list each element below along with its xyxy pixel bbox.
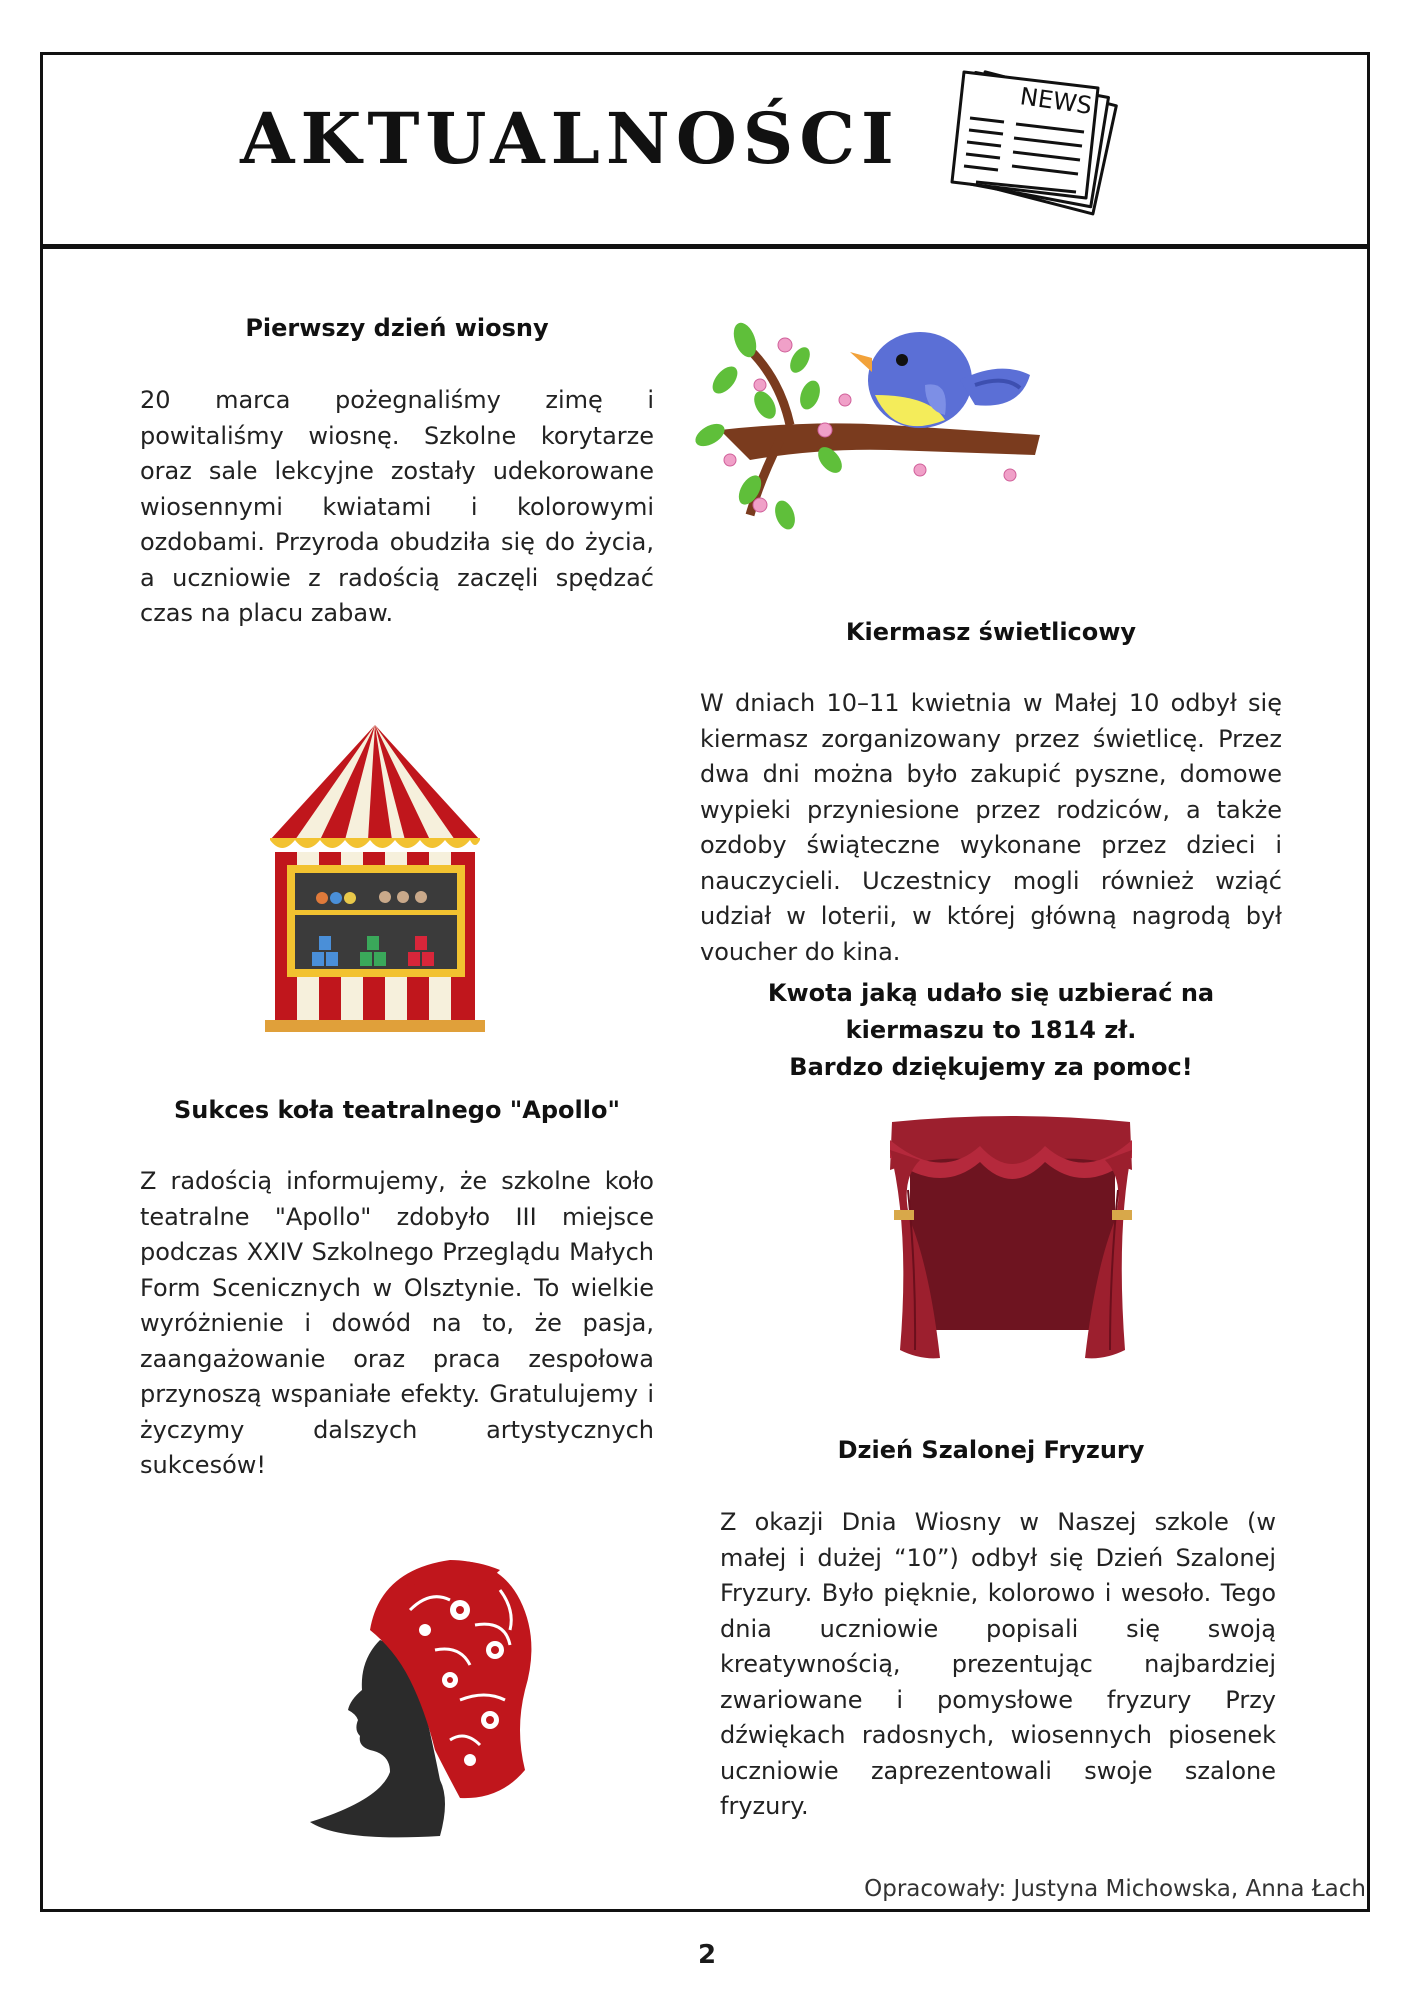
fair-highlight-line-1: Kwota jaką udało się uzbierać na [767, 979, 1215, 1007]
bird-on-branch-illustration [690, 300, 1060, 540]
fair-booth-illustration [260, 720, 490, 1040]
theatre-curtain-illustration [880, 1110, 1145, 1370]
fair-highlight-line-3: Bardzo dziękujemy za pomoc! [789, 1053, 1193, 1081]
spring-article-body: 20 marca pożegnaliśmy zimę i powitaliśmy wiosnę. Szkolne korytarze oraz sale lekcyjne zostały udekorowane wiosennymi kwiatami i kolorowymi ozdobami. Przyroda obudziła się do życia, a uczniowie z radością zaczęli spędzać czas na placu zabaw. [140, 386, 654, 627]
fair-highlight-line-2: kiermaszu to 1814 zł. [845, 1016, 1137, 1044]
hair-article-title: Dzień Szalonej Fryzury [837, 1436, 1145, 1464]
news-icon-label: NEWS [1018, 82, 1094, 120]
page-number: 2 [697, 1940, 717, 1970]
spring-article-title: Pierwszy dzień wiosny [245, 314, 549, 342]
theatre-article-title: Sukces koła teatralnego "Apollo" [174, 1096, 620, 1124]
credits-footer: Opracowały: Justyna Michowska, Anna Łach [864, 1876, 1366, 1902]
newspaper-icon [920, 58, 1140, 234]
header-divider [40, 244, 1370, 249]
page-title: AKTUALNOŚCI [240, 97, 900, 180]
hair-article-body: Z okazji Dnia Wiosny w Naszej szkole (w małej i dużej “10”) odbył się Dzień Szalonej Fryzury. Było pięknie, kolorowo i wesoło. Tego dnia uczniowie popisali się swoją kreatywnością, prezentując najbardziej zwariowane i pomysłowe fryzury Przy dźwiękach radosnych, wiosennych piosenek uczniowie zaprezentowali swoje szalone fryzury. [720, 1508, 1276, 1820]
fair-article-body: W dniach 10–11 kwietnia w Małej 10 odbył się kiermasz zorganizowany przez świetlicę. Przez dwa dni można było zakupić pyszne, domowe wypieki przyniesione przez rodziców, a także ozdoby świąteczne wykonane przez dzieci i nauczycieli. Uczestnicy mogli również wziąć udział w loterii, w której główną nagrodą był voucher do kina. [700, 689, 1282, 966]
theatre-article-body: Z radością informujemy, że szkolne koło teatralne "Apollo" zdobyło III miejsce podczas XXIV Szkolnego Przeglądu Małych Form Scenicznych w Olsztynie. To wielkie wyróżnienie i dowód na to, że pasja, zaangażowanie oraz praca zespołowa przynoszą wspaniałe efekty. Gratulujemy i życzymy dalszych artystycznych sukcesów! [140, 1167, 654, 1479]
woman-hair-silhouette-illustration [300, 1550, 540, 1840]
fair-article-title: Kiermasz świetlicowy [845, 618, 1137, 646]
